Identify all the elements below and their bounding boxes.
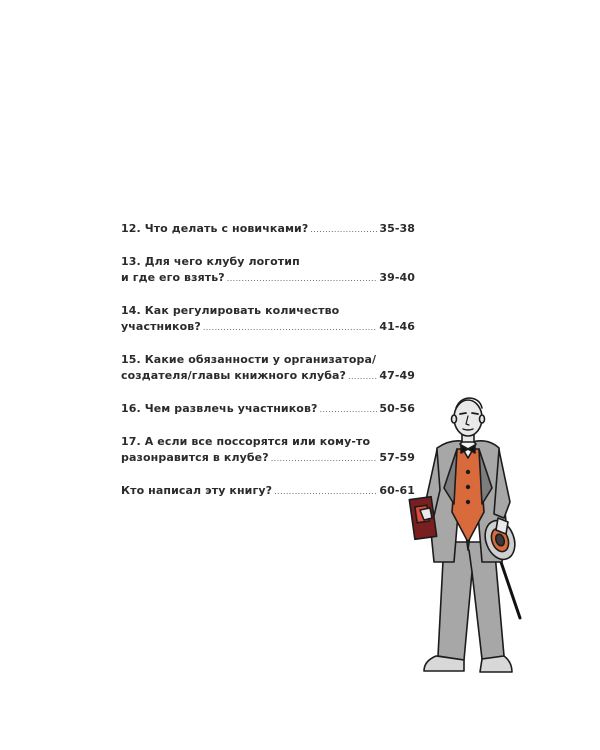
toc-entry-title: Кто написал эту книгу?	[121, 484, 273, 497]
toc-line	[121, 483, 415, 499]
toc-page-range: 57-59	[379, 451, 415, 464]
toc-page-range: 39-40	[379, 271, 415, 284]
toc-page-range: 35-38	[379, 222, 415, 235]
toc-line	[121, 401, 415, 417]
dot-leader	[227, 271, 378, 287]
toc-entry-title-cont: участников?	[121, 320, 201, 333]
toc-entry-title-cont: разонравится в клубе?	[121, 451, 269, 464]
dot-leader	[274, 484, 377, 500]
dot-leader	[320, 402, 378, 418]
toc-line	[121, 319, 415, 335]
toc-entry-author[interactable]	[121, 483, 415, 499]
toc-line	[121, 270, 415, 286]
right-shoe	[480, 656, 512, 672]
dot-leader	[203, 320, 377, 336]
toc-line	[121, 352, 415, 368]
toc-line	[121, 450, 415, 466]
dot-leader	[348, 369, 377, 385]
toc-entry-title: 17. А если все поссорятся или кому-то	[121, 435, 371, 448]
dot-leader	[271, 451, 378, 467]
toc-line	[121, 221, 415, 237]
toc-entry-title-cont: и где его взять?	[121, 271, 225, 284]
toc-entry-17[interactable]	[121, 434, 415, 466]
toc-page-range: 41-46	[379, 320, 415, 333]
toc-line	[121, 254, 415, 270]
dot-leader	[310, 222, 377, 238]
toc-line	[121, 434, 415, 450]
table-of-contents	[121, 221, 415, 516]
toc-entry-title-cont: создателя/главы книжного клуба?	[121, 369, 347, 382]
toc-page-range: 60-61	[379, 484, 415, 497]
gentleman-illustration	[400, 392, 540, 692]
toc-entry-12[interactable]	[121, 221, 415, 237]
toc-page-range: 50-56	[379, 402, 415, 415]
toc-entry-title: 13. Для чего клубу логотип	[121, 255, 300, 268]
toc-entry-13[interactable]	[121, 254, 415, 286]
toc-entry-15[interactable]	[121, 352, 415, 384]
toc-line	[121, 368, 415, 384]
toc-entry-title: 12. Что делать с новичками?	[121, 222, 309, 235]
toc-entry-16[interactable]	[121, 401, 415, 417]
toc-entry-title: 15. Какие обязанности у организатора/	[121, 353, 377, 366]
toc-entry-14[interactable]	[121, 303, 415, 335]
toc-page-range: 47-49	[379, 369, 415, 382]
toc-line	[121, 303, 415, 319]
toc-entry-title: 14. Как регулировать количество	[121, 304, 340, 317]
toc-entry-title: 16. Чем развлечь участников?	[121, 402, 318, 415]
